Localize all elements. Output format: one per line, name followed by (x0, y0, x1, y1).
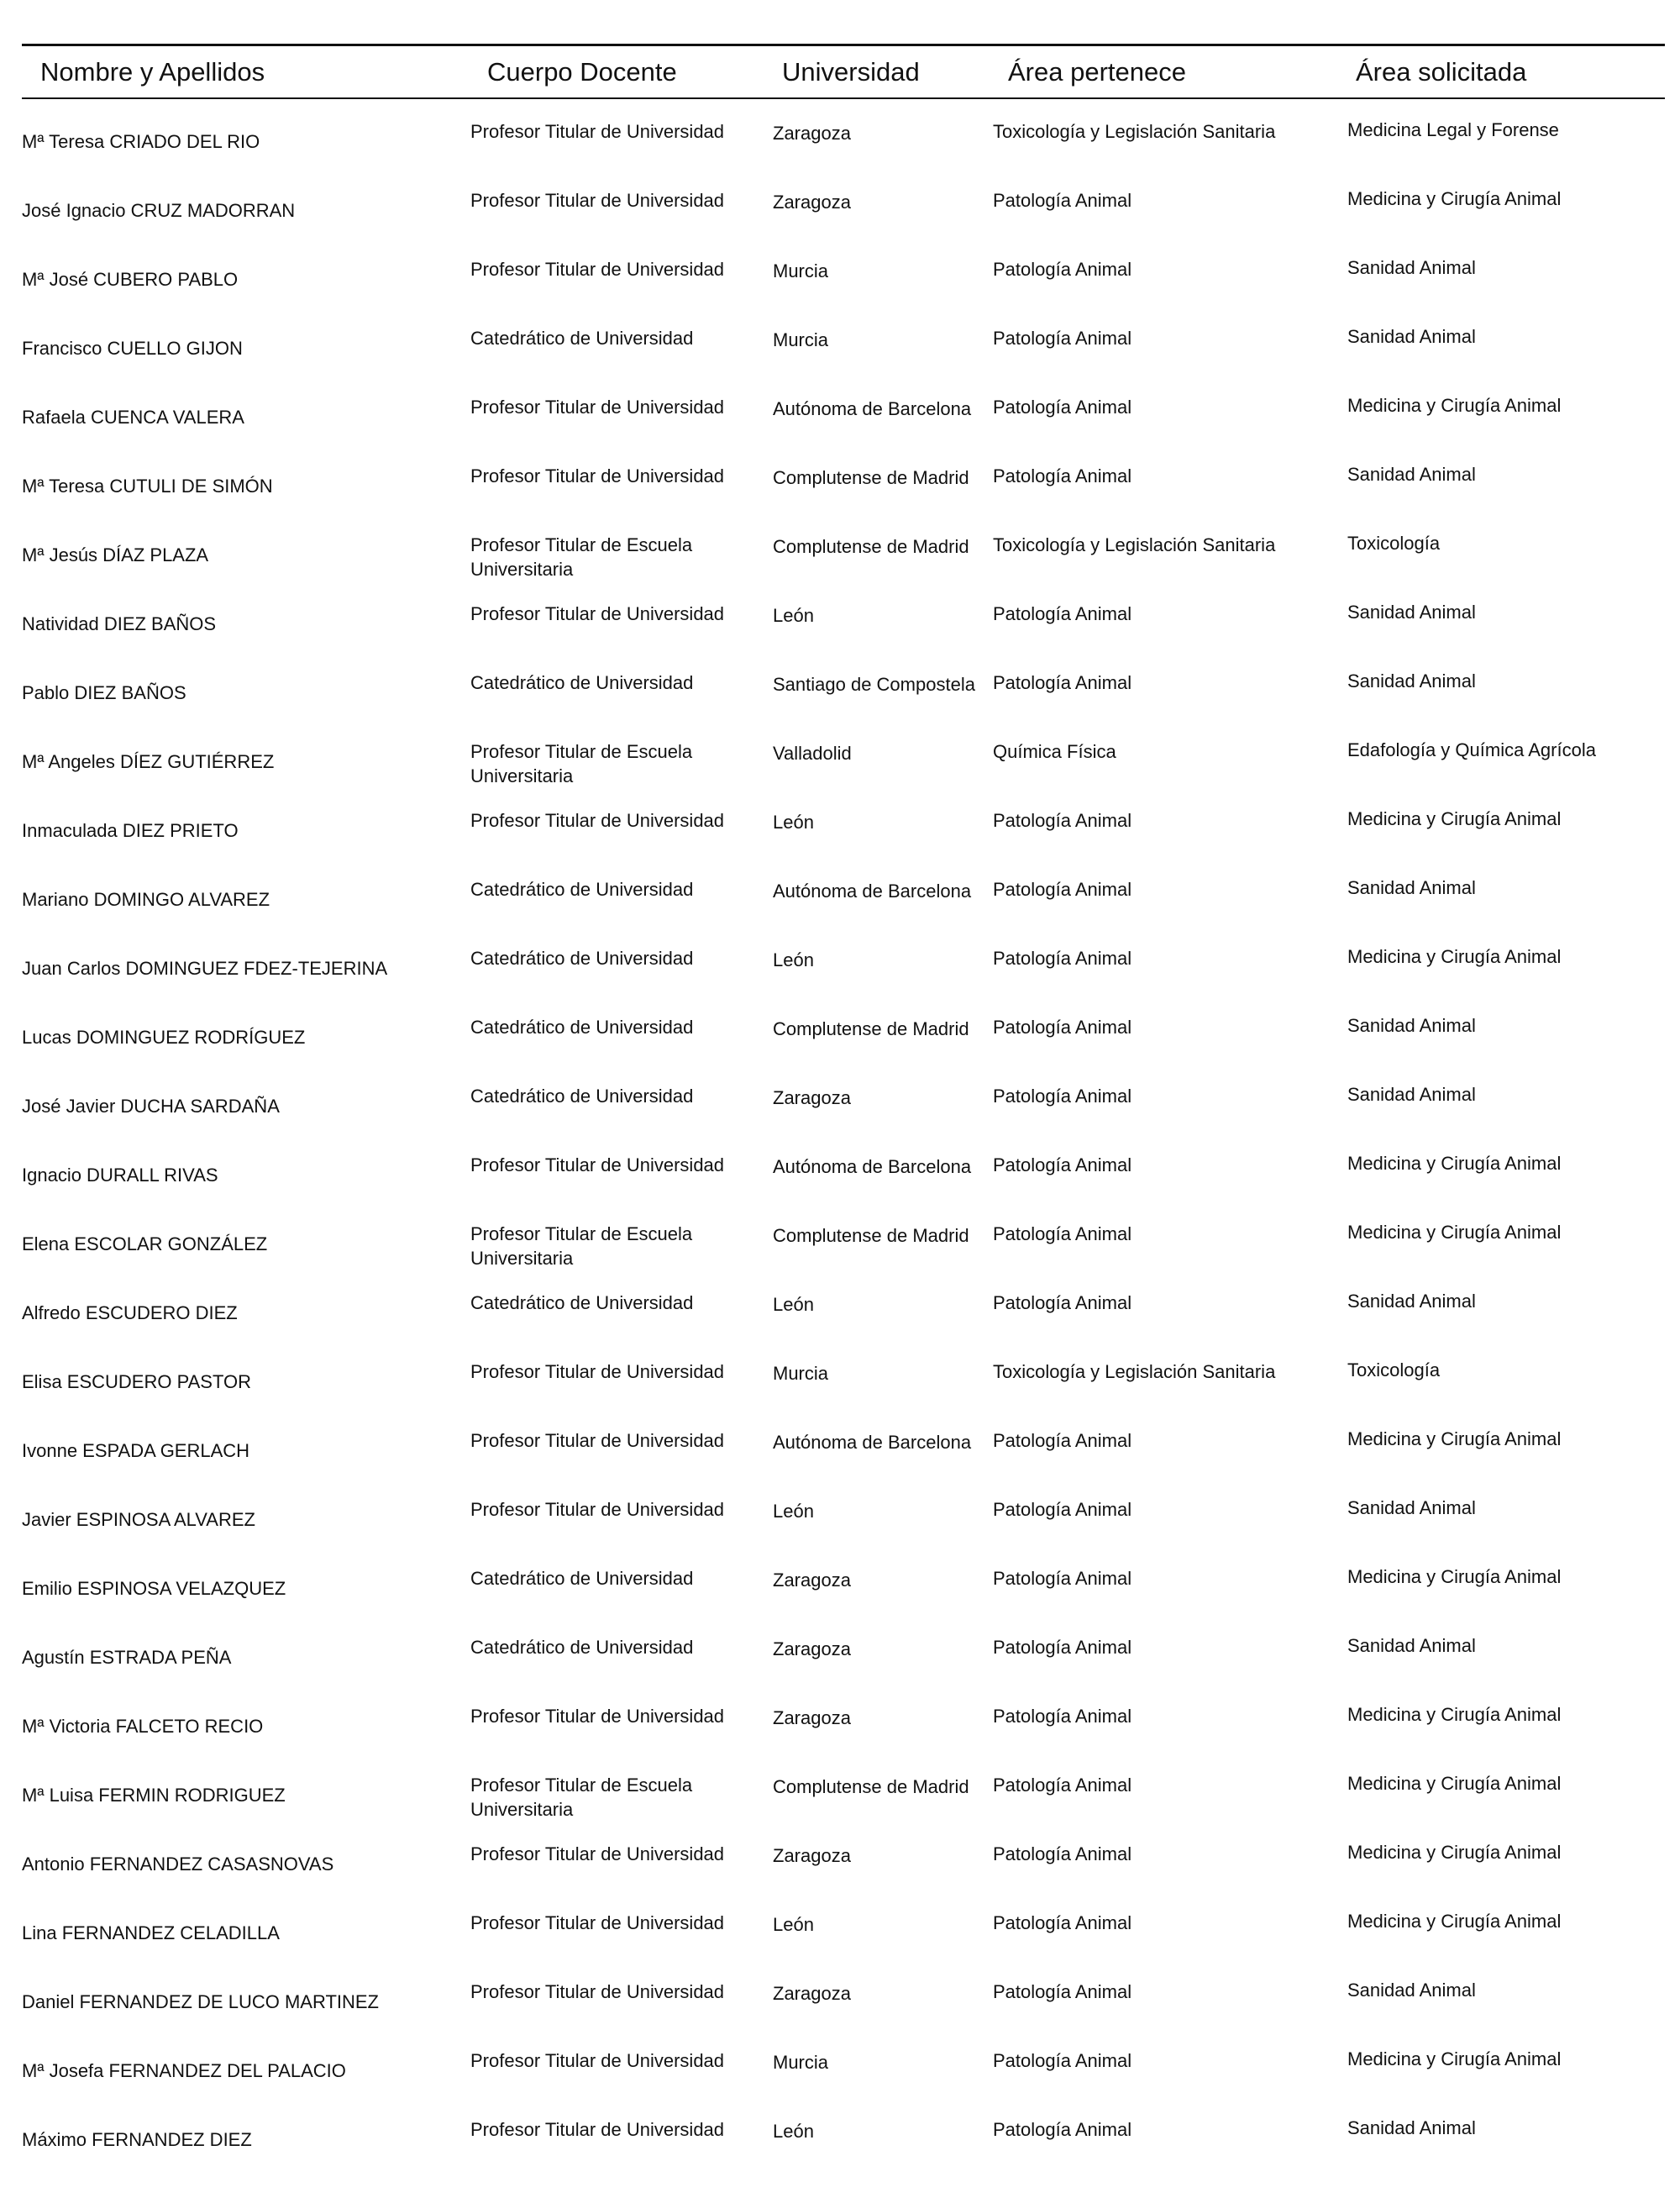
cell-nombre: Alfredo ESCUDERO DIEZ (22, 1302, 238, 1323)
cell-area-pertenece: Patología Animal (993, 1568, 1132, 1589)
cell-area-solicitada: Medicina y Cirugía Animal (1347, 1842, 1562, 1863)
cell-area-pertenece: Patología Animal (993, 1292, 1132, 1313)
cell-area-pertenece: Patología Animal (993, 810, 1132, 831)
cell-area-pertenece: Patología Animal (993, 1223, 1132, 1244)
cell-universidad: León (773, 1501, 814, 1522)
cell-nombre: Rafaela CUENCA VALERA (22, 407, 244, 428)
cell-cuerpo-docente: Profesor Titular de Universidad (470, 1430, 725, 1451)
cell-cuerpo-docente: Profesor Titular de Universidad (470, 1154, 725, 1175)
table-row (0, 2116, 1680, 2185)
cell-nombre: Antonio FERNANDEZ CASASNOVAS (22, 1854, 334, 1875)
cell-area-pertenece: Toxicología y Legislación Sanitaria (993, 121, 1276, 142)
cell-cuerpo-docente: Profesor Titular de Universidad (470, 2050, 725, 2071)
cell-universidad: Santiago de Compostela (773, 674, 975, 695)
cell-area-pertenece: Patología Animal (993, 2050, 1132, 2071)
cell-nombre: Ivonne ESPADA GERLACH (22, 1440, 250, 1461)
table-row (0, 2047, 1680, 2116)
cell-universidad: León (773, 949, 814, 970)
cell-cuerpo-docente: Profesor Titular de Escuela Universitaria (470, 1775, 693, 1820)
cell-cuerpo-docente: Profesor Titular de Universidad (470, 1843, 725, 1864)
cell-area-pertenece: Patología Animal (993, 1086, 1132, 1107)
cell-cuerpo-docente: Profesor Titular de Universidad (470, 2119, 725, 2140)
cell-nombre: Daniel FERNANDEZ DE LUCO MARTINEZ (22, 1991, 379, 2012)
cell-cuerpo-docente: Profesor Titular de Universidad (470, 397, 725, 418)
cell-nombre: Lina FERNANDEZ CELADILLA (22, 1922, 280, 1943)
cell-area-pertenece: Toxicología y Legislación Sanitaria (993, 1361, 1276, 1382)
cell-cuerpo-docente: Profesor Titular de Universidad (470, 1361, 725, 1382)
table-row (0, 669, 1680, 738)
cell-cuerpo-docente: Profesor Titular de Universidad (470, 1981, 725, 2002)
header-area-solicitada: Área solicitada (1356, 57, 1527, 87)
top-rule (22, 44, 1665, 46)
table-row (0, 1702, 1680, 1771)
cell-area-pertenece: Patología Animal (993, 1981, 1132, 2002)
cell-cuerpo-docente: Catedrático de Universidad (470, 879, 694, 900)
cell-nombre: Mª José CUBERO PABLO (22, 269, 239, 290)
cell-universidad: León (773, 812, 814, 833)
cell-universidad: León (773, 1294, 814, 1315)
cell-area-pertenece: Patología Animal (993, 603, 1132, 624)
cell-universidad: Zaragoza (773, 192, 851, 213)
cell-universidad: Complutense de Madrid (773, 1225, 969, 1246)
cell-nombre: Juan Carlos DOMINGUEZ FDEZ-TEJERINA (22, 958, 388, 979)
cell-universidad: Complutense de Madrid (773, 536, 969, 557)
cell-universidad: Complutense de Madrid (773, 1776, 969, 1797)
cell-nombre: Mª Angeles DÍEZ GUTIÉRREZ (22, 751, 275, 772)
cell-cuerpo-docente: Profesor Titular de Escuela Universitaria (470, 1223, 693, 1269)
cell-area-pertenece: Patología Animal (993, 1430, 1132, 1451)
cell-universidad: León (773, 605, 814, 626)
cell-cuerpo-docente: Catedrático de Universidad (470, 948, 694, 969)
table-row (0, 1220, 1680, 1289)
cell-nombre: Mª Victoria FALCETO RECIO (22, 1716, 264, 1737)
cell-universidad: Murcia (773, 260, 829, 281)
cell-nombre: Mª Jesús DÍAZ PLAZA (22, 544, 209, 565)
cell-area-solicitada: Sanidad Animal (1347, 670, 1476, 691)
cell-area-solicitada: Medicina y Cirugía Animal (1347, 2048, 1562, 2069)
cell-cuerpo-docente: Profesor Titular de Universidad (470, 190, 725, 211)
cell-area-pertenece: Patología Animal (993, 948, 1132, 969)
table-row (0, 1082, 1680, 1151)
cell-nombre: Elena ESCOLAR GONZÁLEZ (22, 1233, 268, 1254)
table-row (0, 1771, 1680, 1840)
table-row (0, 1151, 1680, 1220)
cell-cuerpo-docente: Profesor Titular de Universidad (470, 121, 725, 142)
cell-area-pertenece: Toxicología y Legislación Sanitaria (993, 534, 1276, 555)
cell-area-solicitada: Sanidad Animal (1347, 257, 1476, 278)
cell-universidad: Autónoma de Barcelona (773, 398, 972, 419)
cell-area-pertenece: Patología Animal (993, 1775, 1132, 1796)
cell-area-solicitada: Medicina y Cirugía Animal (1347, 946, 1562, 967)
table-row (0, 1496, 1680, 1564)
cell-cuerpo-docente: Profesor Titular de Escuela Universitaria (470, 741, 693, 786)
cell-cuerpo-docente: Catedrático de Universidad (470, 672, 694, 693)
cell-area-pertenece: Patología Animal (993, 259, 1132, 280)
cell-area-pertenece: Patología Animal (993, 672, 1132, 693)
table-row (0, 1358, 1680, 1427)
cell-area-solicitada: Sanidad Animal (1347, 602, 1476, 623)
cell-universidad: Valladolid (773, 743, 852, 764)
cell-universidad: Complutense de Madrid (773, 467, 969, 488)
table-row (0, 876, 1680, 944)
cell-nombre: Javier ESPINOSA ALVAREZ (22, 1509, 255, 1530)
cell-area-solicitada: Medicina y Cirugía Animal (1347, 188, 1562, 209)
table-row (0, 1978, 1680, 2047)
table-row (0, 738, 1680, 807)
cell-cuerpo-docente: Profesor Titular de Universidad (470, 465, 725, 486)
cell-nombre: Francisco CUELLO GIJON (22, 338, 243, 359)
cell-cuerpo-docente: Profesor Titular de Universidad (470, 810, 725, 831)
cell-universidad: Autónoma de Barcelona (773, 1432, 972, 1453)
table-row (0, 531, 1680, 600)
cell-cuerpo-docente: Profesor Titular de Universidad (470, 259, 725, 280)
cell-area-pertenece: Patología Animal (993, 879, 1132, 900)
cell-area-solicitada: Sanidad Animal (1347, 1291, 1476, 1312)
table-row (0, 1013, 1680, 1082)
cell-area-solicitada: Medicina y Cirugía Animal (1347, 808, 1562, 829)
cell-nombre: Emilio ESPINOSA VELAZQUEZ (22, 1578, 286, 1599)
table-row (0, 807, 1680, 876)
table-row (0, 462, 1680, 531)
cell-area-solicitada: Toxicología (1347, 533, 1441, 554)
cell-area-solicitada: Edafología y Química Agrícola (1347, 739, 1596, 760)
cell-universidad: Autónoma de Barcelona (773, 881, 972, 902)
cell-nombre: Lucas DOMINGUEZ RODRÍGUEZ (22, 1027, 306, 1048)
cell-nombre: Natividad DIEZ BAÑOS (22, 613, 217, 634)
cell-universidad: Complutense de Madrid (773, 1018, 969, 1039)
cell-cuerpo-docente: Catedrático de Universidad (470, 328, 694, 349)
cell-area-solicitada: Sanidad Animal (1347, 2117, 1476, 2138)
cell-area-solicitada: Sanidad Animal (1347, 1015, 1476, 1036)
cell-universidad: Murcia (773, 2052, 829, 2073)
cell-nombre: Mª Teresa CUTULI DE SIMÓN (22, 476, 273, 497)
header-area-pertenece: Área pertenece (1008, 57, 1186, 87)
cell-cuerpo-docente: Catedrático de Universidad (470, 1568, 694, 1589)
cell-area-pertenece: Patología Animal (993, 1912, 1132, 1933)
cell-universidad: Murcia (773, 329, 829, 350)
cell-area-pertenece: Patología Animal (993, 1706, 1132, 1727)
cell-universidad: Murcia (773, 1363, 829, 1384)
table-body (0, 118, 1680, 2185)
cell-universidad: Zaragoza (773, 1983, 851, 2004)
table-row (0, 1289, 1680, 1358)
cell-area-pertenece: Patología Animal (993, 1637, 1132, 1658)
cell-universidad: Zaragoza (773, 123, 851, 144)
cell-area-pertenece: Química Física (993, 741, 1116, 762)
cell-area-solicitada: Sanidad Animal (1347, 1084, 1476, 1105)
table-row (0, 255, 1680, 324)
cell-cuerpo-docente: Profesor Titular de Universidad (470, 1912, 725, 1933)
cell-area-solicitada: Medicina y Cirugía Animal (1347, 395, 1562, 416)
cell-universidad: Zaragoza (773, 1087, 851, 1108)
cell-universidad: Zaragoza (773, 1845, 851, 1866)
cell-universidad: Zaragoza (773, 1707, 851, 1728)
cell-universidad: León (773, 1914, 814, 1935)
cell-cuerpo-docente: Profesor Titular de Universidad (470, 1499, 725, 1520)
cell-cuerpo-docente: Profesor Titular de Universidad (470, 1706, 725, 1727)
cell-area-pertenece: Patología Animal (993, 1154, 1132, 1175)
cell-nombre: Pablo DIEZ BAÑOS (22, 682, 186, 703)
table-row (0, 393, 1680, 462)
cell-area-solicitada: Sanidad Animal (1347, 1635, 1476, 1656)
cell-nombre: Mariano DOMINGO ALVAREZ (22, 889, 270, 910)
cell-nombre: Ignacio DURALL RIVAS (22, 1165, 218, 1186)
cell-area-pertenece: Patología Animal (993, 1843, 1132, 1864)
cell-cuerpo-docente: Profesor Titular de Universidad (470, 603, 725, 624)
cell-area-solicitada: Medicina y Cirugía Animal (1347, 1911, 1562, 1932)
cell-nombre: José Javier DUCHA SARDAÑA (22, 1096, 280, 1117)
table-row (0, 600, 1680, 669)
table-row (0, 1564, 1680, 1633)
cell-area-solicitada: Sanidad Animal (1347, 464, 1476, 485)
cell-area-pertenece: Patología Animal (993, 1017, 1132, 1038)
table-row (0, 187, 1680, 255)
cell-area-solicitada: Sanidad Animal (1347, 326, 1476, 347)
cell-cuerpo-docente: Profesor Titular de Escuela Universitaria (470, 534, 693, 580)
cell-area-solicitada: Medicina y Cirugía Animal (1347, 1704, 1562, 1725)
cell-nombre: Máximo FERNANDEZ DIEZ (22, 2129, 252, 2150)
cell-nombre: Mª Teresa CRIADO DEL RIO (22, 131, 260, 152)
cell-area-solicitada: Medicina y Cirugía Animal (1347, 1153, 1562, 1174)
cell-nombre: Inmaculada DIEZ PRIETO (22, 820, 239, 841)
cell-area-pertenece: Patología Animal (993, 1499, 1132, 1520)
cell-universidad: León (773, 2121, 814, 2142)
cell-universidad: Zaragoza (773, 1638, 851, 1659)
header-nombre: Nombre y Apellidos (40, 57, 265, 87)
cell-area-solicitada: Sanidad Animal (1347, 1497, 1476, 1518)
cell-cuerpo-docente: Catedrático de Universidad (470, 1637, 694, 1658)
table-row (0, 324, 1680, 393)
cell-area-pertenece: Patología Animal (993, 328, 1132, 349)
cell-nombre: Elisa ESCUDERO PASTOR (22, 1371, 252, 1392)
cell-area-solicitada: Medicina y Cirugía Animal (1347, 1222, 1562, 1243)
cell-area-solicitada: Medicina y Cirugía Animal (1347, 1566, 1562, 1587)
cell-area-pertenece: Patología Animal (993, 397, 1132, 418)
cell-cuerpo-docente: Catedrático de Universidad (470, 1086, 694, 1107)
cell-universidad: Zaragoza (773, 1570, 851, 1591)
table-row (0, 1427, 1680, 1496)
cell-nombre: Agustín ESTRADA PEÑA (22, 1647, 232, 1668)
cell-nombre: Mª Luisa FERMIN RODRIGUEZ (22, 1785, 286, 1806)
cell-nombre: José Ignacio CRUZ MADORRAN (22, 200, 296, 221)
cell-universidad: Autónoma de Barcelona (773, 1156, 972, 1177)
cell-area-pertenece: Patología Animal (993, 2119, 1132, 2140)
cell-cuerpo-docente: Catedrático de Universidad (470, 1017, 694, 1038)
cell-area-solicitada: Medicina y Cirugía Animal (1347, 1773, 1562, 1794)
header-universidad: Universidad (782, 57, 920, 87)
cell-nombre: Mª Josefa FERNANDEZ DEL PALACIO (22, 2060, 346, 2081)
table-row (0, 944, 1680, 1013)
cell-area-solicitada: Sanidad Animal (1347, 877, 1476, 898)
cell-area-solicitada: Sanidad Animal (1347, 1980, 1476, 2001)
table-row (0, 1633, 1680, 1702)
table-row (0, 1909, 1680, 1978)
cell-area-solicitada: Medicina y Cirugía Animal (1347, 1428, 1562, 1449)
cell-area-solicitada: Medicina Legal y Forense (1347, 119, 1559, 140)
cell-area-solicitada: Toxicología (1347, 1359, 1441, 1380)
cell-area-pertenece: Patología Animal (993, 465, 1132, 486)
table-row (0, 118, 1680, 187)
header-rule (22, 97, 1665, 99)
cell-cuerpo-docente: Catedrático de Universidad (470, 1292, 694, 1313)
header-cuerpo-docente: Cuerpo Docente (487, 57, 677, 87)
table-header (0, 55, 1680, 92)
cell-area-pertenece: Patología Animal (993, 190, 1132, 211)
table-row (0, 1840, 1680, 1909)
